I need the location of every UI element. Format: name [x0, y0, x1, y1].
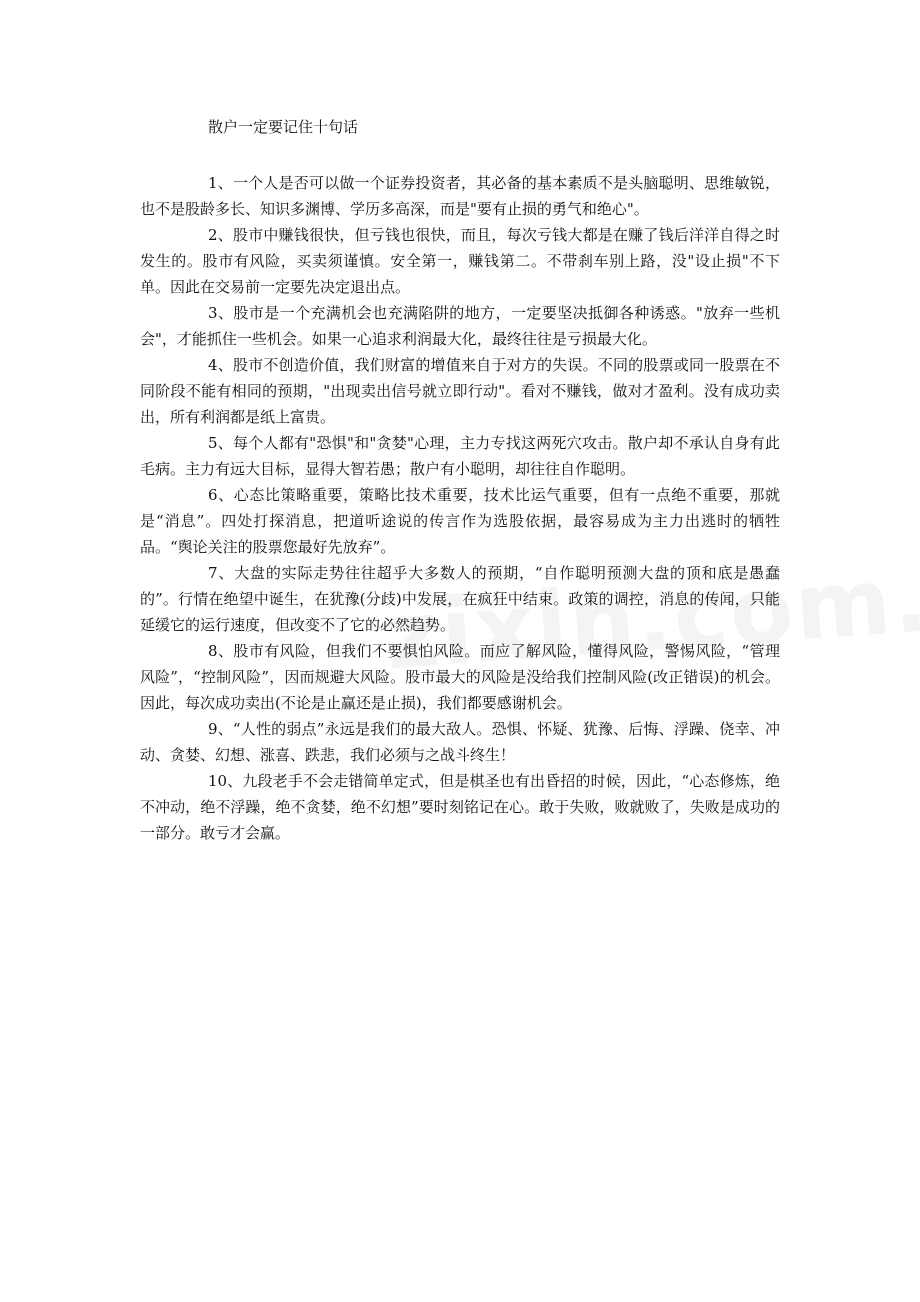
paragraph-2: 2、股市中赚钱很快，但亏钱也很快，而且，每次亏钱大都是在赚了钱后洋洋自得之时发生的。股市有风险，买卖须谨慎。安全第一，赚钱第二。不带刹车别上路，没"设止损"不下单。因此在交易前一定要先决定退出点。 — [140, 226, 780, 296]
paragraph-8: 8、股市有风险，但我们不要惧怕风险。而应了解风险，懂得风险，警惕风险，“管理风险”，“控制风险”，因而规避大风险。股市最大的风险是没给我们控制风险(改正错误)的机会。因此，每次成功卖出(不论是止赢还是止损)，我们都要感谢机会。 — [140, 642, 780, 712]
paragraph-5: 5、每个人都有"恐惧"和"贪婪"心理，主力专找这两死穴攻击。散户却不承认自身有此毛病。主力有远大目标，显得大智若愚；散户有小聪明，却往往自作聪明。 — [140, 434, 780, 478]
paragraph-1: 1、一个人是否可以做一个证券投资者，其必备的基本素质不是头脑聪明、思维敏锐，也不是股龄多长、知识多渊博、学历多高深，而是"要有止损的勇气和绝心"。 — [140, 174, 780, 218]
paragraph-6: 6、心态比策略重要，策略比技术重要，技术比运气重要，但有一点绝不重要，那就是“消息”。四处打探消息，把道听途说的传言作为选股依据，最容易成为主力出逃时的牺牲品。“舆论关注的股票您最好先放弃”。 — [140, 486, 780, 556]
paragraph-9: 9、“人性的弱点”永远是我们的最大敌人。恐惧、怀疑、犹豫、后悔、浮躁、侥幸、冲动、贪婪、幻想、涨喜、跌悲，我们必须与之战斗终生！ — [140, 720, 780, 764]
paragraph-4: 4、股市不创造价值，我们财富的增值来自于对方的失误。不同的股票或同一股票在不同阶段不能有相同的预期，"出现卖出信号就立即行动"。看对不赚钱，做对才盈利。没有成功卖出，所有利润都是纸上富贵。 — [140, 356, 780, 426]
paragraph-10: 10、九段老手不会走错简单定式，但是棋圣也有出昏招的时候，因此，“心态修炼，绝不冲动，绝不浮躁，绝不贪婪，绝不幻想”要时刻铭记在心。敢于失败，败就败了，失败是成功的一部分。敢亏才会赢。 — [140, 772, 780, 842]
document-body — [140, 170, 780, 846]
document-title: 散户一定要记住十句话 — [208, 118, 359, 136]
paragraph-3: 3、股市是一个充满机会也充满陷阱的地方，一定要坚决抵御各种诱惑。"放弃一些机会"，才能抓住一些机会。如果一心追求利润最大化，最终往往是亏损最大化。 — [140, 304, 780, 348]
paragraph-7: 7、大盘的实际走势往往超乎大多数人的预期，“自作聪明预测大盘的顶和底是愚蠢的”。行情在绝望中诞生，在犹豫(分歧)中发展，在疯狂中结束。政策的调控，消息的传闻，只能延缓它的运行速度，但改变不了它的必然趋势。 — [140, 564, 780, 634]
